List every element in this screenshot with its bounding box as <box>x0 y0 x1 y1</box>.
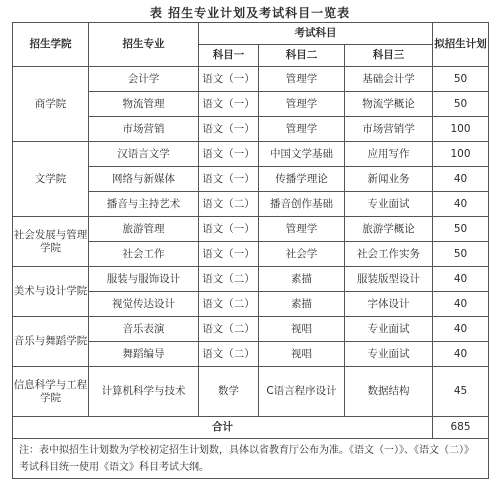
subject2-cell: 素描 <box>259 267 345 292</box>
plan-cell: 40 <box>433 292 489 317</box>
subject2-cell: 视唱 <box>259 317 345 342</box>
total-label: 合计 <box>13 417 433 439</box>
subject2-cell: 管理学 <box>259 67 345 92</box>
subject3-cell: 应用写作 <box>345 142 433 167</box>
header-college: 招生学院 <box>13 23 89 67</box>
subject1-cell: 语文（一） <box>199 67 259 92</box>
subject2-cell: 社会学 <box>259 242 345 267</box>
subject2-cell: 中国文学基础 <box>259 142 345 167</box>
plan-cell: 40 <box>433 167 489 192</box>
plan-cell: 50 <box>433 67 489 92</box>
header-subject2: 科目二 <box>259 45 345 67</box>
college-cell: 文学院 <box>13 142 89 217</box>
major-cell: 汉语言文学 <box>89 142 199 167</box>
subject3-cell: 社会工作实务 <box>345 242 433 267</box>
subject3-cell: 字体设计 <box>345 292 433 317</box>
subject3-cell: 专业面试 <box>345 342 433 367</box>
table-note: 注：表中拟招生计划数为学校初定招生计划数，具体以省教育厅公布为准。《语文（一）》、《语文（二）》考试科目统一使用《语文》科目考试大纲。 <box>13 439 489 479</box>
subject3-cell: 数据结构 <box>345 367 433 417</box>
header-subject1: 科目一 <box>199 45 259 67</box>
subject1-cell: 语文（二） <box>199 192 259 217</box>
plan-cell: 50 <box>433 92 489 117</box>
subject3-cell: 物流学概论 <box>345 92 433 117</box>
subject1-cell: 语文（一） <box>199 167 259 192</box>
college-cell: 音乐与舞蹈学院 <box>13 317 89 367</box>
subject1-cell: 语文（二） <box>199 292 259 317</box>
college-cell: 社会发展与管理学院 <box>13 217 89 267</box>
header-subject3: 科目三 <box>345 45 433 67</box>
plan-cell: 40 <box>433 317 489 342</box>
subject1-cell: 语文（一） <box>199 142 259 167</box>
subject1-cell: 语文（一） <box>199 92 259 117</box>
college-cell: 美术与设计学院 <box>13 267 89 317</box>
plan-cell: 100 <box>433 142 489 167</box>
plan-cell: 45 <box>433 367 489 417</box>
major-cell: 服装与服饰设计 <box>89 267 199 292</box>
total-value: 685 <box>433 417 489 439</box>
college-cell: 信息科学与工程学院 <box>13 367 89 417</box>
subject1-cell: 语文（一） <box>199 117 259 142</box>
subject2-cell: 管理学 <box>259 92 345 117</box>
subject2-cell: 管理学 <box>259 117 345 142</box>
subject2-cell: 视唱 <box>259 342 345 367</box>
subject3-cell: 市场营销学 <box>345 117 433 142</box>
major-cell: 播音与主持艺术 <box>89 192 199 217</box>
plan-cell: 40 <box>433 342 489 367</box>
major-cell: 旅游管理 <box>89 217 199 242</box>
plan-cell: 40 <box>433 267 489 292</box>
subject1-cell: 语文（二） <box>199 317 259 342</box>
major-cell: 音乐表演 <box>89 317 199 342</box>
plan-cell: 50 <box>433 242 489 267</box>
subject1-cell: 语文（二） <box>199 342 259 367</box>
subject3-cell: 服装版型设计 <box>345 267 433 292</box>
header-plan: 拟招生计划 <box>433 23 489 67</box>
subject1-cell: 语文（一） <box>199 242 259 267</box>
major-cell: 网络与新媒体 <box>89 167 199 192</box>
subject2-cell: 传播学理论 <box>259 167 345 192</box>
major-cell: 会计学 <box>89 67 199 92</box>
subject3-cell: 旅游学概论 <box>345 217 433 242</box>
subject3-cell: 专业面试 <box>345 317 433 342</box>
subject3-cell: 新闻业务 <box>345 167 433 192</box>
subject2-cell: 素描 <box>259 292 345 317</box>
header-exam-subjects: 考试科目 <box>199 23 433 45</box>
subject3-cell: 专业面试 <box>345 192 433 217</box>
subject3-cell: 基础会计学 <box>345 67 433 92</box>
subject2-cell: 管理学 <box>259 217 345 242</box>
plan-cell: 100 <box>433 117 489 142</box>
subject1-cell: 语文（一） <box>199 217 259 242</box>
major-cell: 市场营销 <box>89 117 199 142</box>
subject1-cell: 数学 <box>199 367 259 417</box>
major-cell: 社会工作 <box>89 242 199 267</box>
major-cell: 视觉传达设计 <box>89 292 199 317</box>
enrollment-table <box>12 22 489 479</box>
plan-cell: 50 <box>433 217 489 242</box>
subject2-cell: 播音创作基础 <box>259 192 345 217</box>
header-major: 招生专业 <box>89 23 199 67</box>
major-cell: 舞蹈编导 <box>89 342 199 367</box>
subject1-cell: 语文（二） <box>199 267 259 292</box>
subject2-cell: C语言程序设计 <box>259 367 345 417</box>
college-cell: 商学院 <box>13 67 89 142</box>
major-cell: 物流管理 <box>89 92 199 117</box>
major-cell: 计算机科学与技术 <box>89 367 199 417</box>
plan-cell: 40 <box>433 192 489 217</box>
table-title: 表 招生专业计划及考试科目一览表 <box>149 6 351 20</box>
